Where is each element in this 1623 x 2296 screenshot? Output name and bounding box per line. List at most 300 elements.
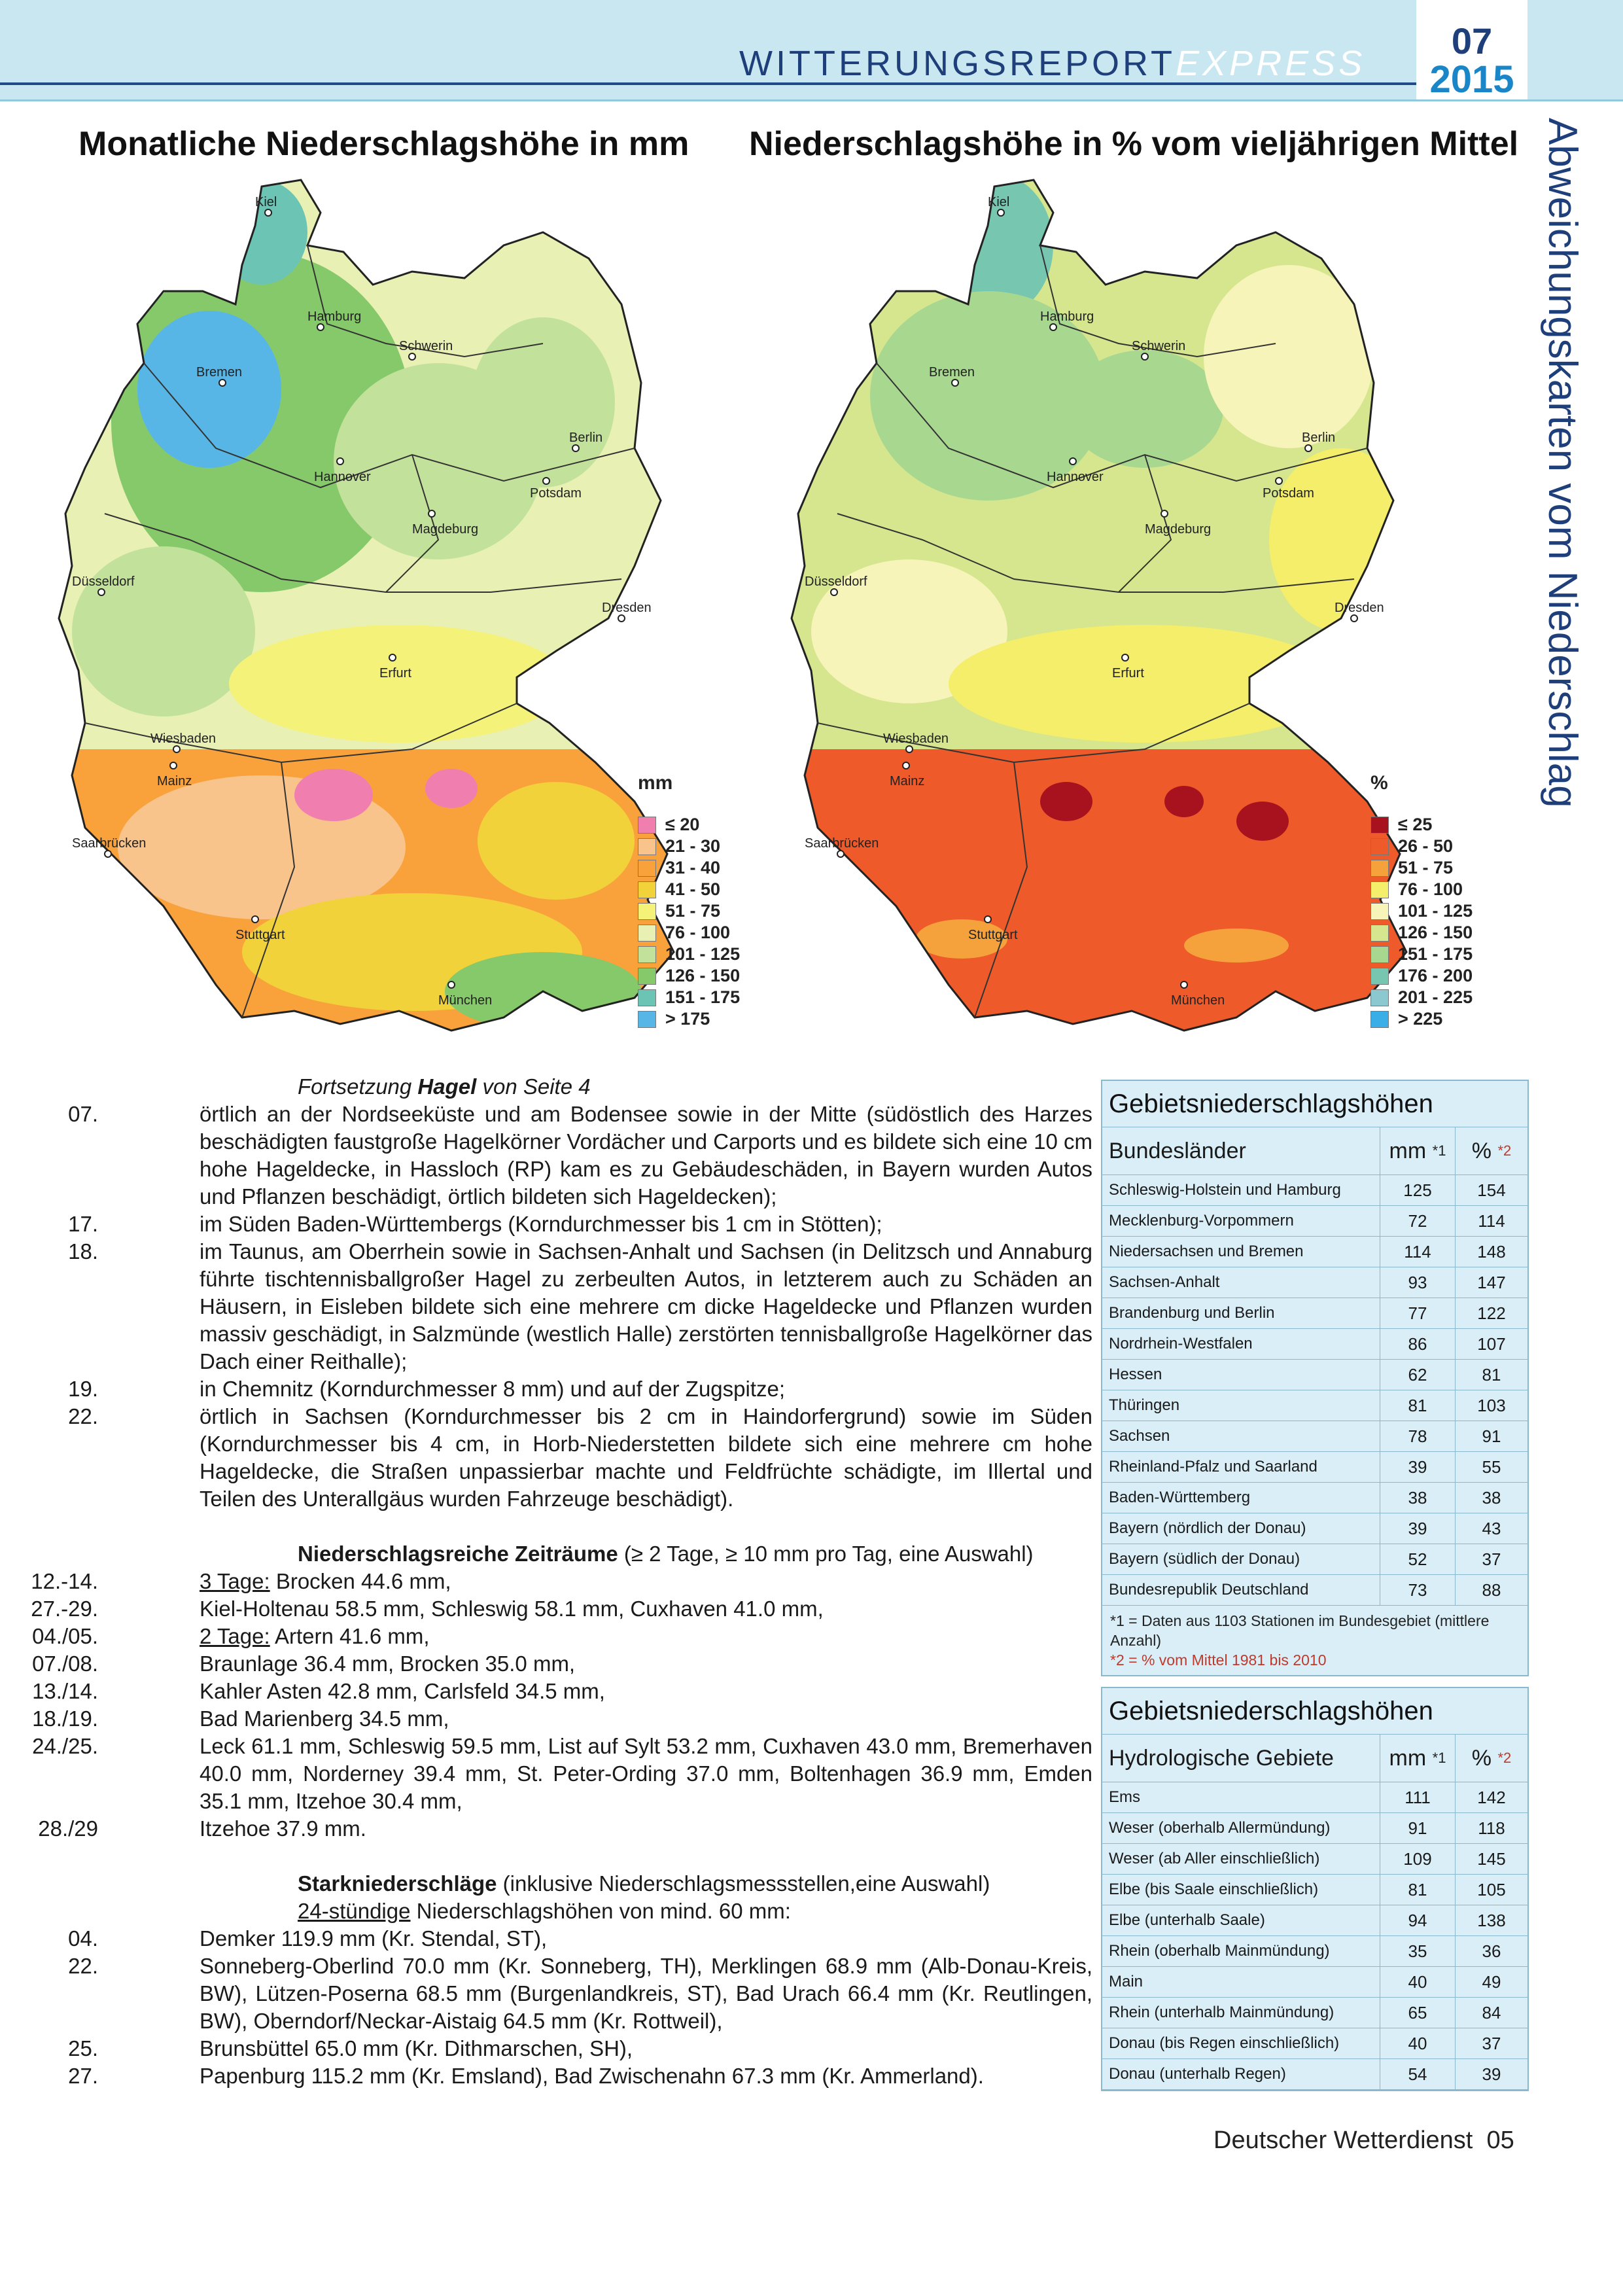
text-entry xyxy=(68,1925,1092,1952)
footnote-1: *1 = Daten aus 1103 Stationen im Bundesgebiet (mittlere Anzahl) xyxy=(1110,1612,1490,1649)
legend-label: 151 - 175 xyxy=(665,987,741,1007)
entry-date: 27.-29. xyxy=(31,1597,98,1621)
legend-label: 51 - 75 xyxy=(1398,858,1454,877)
value-mm: 78 xyxy=(1380,1421,1456,1451)
value-percent: 37 xyxy=(1482,2033,1501,2053)
footnote-2: *2 = % vom Mittel 1981 bis 2010 xyxy=(1110,1651,1327,1669)
page-footer xyxy=(1213,2127,1514,2155)
entry-text xyxy=(200,2062,1092,2090)
value-percent: 38 xyxy=(1482,1487,1501,1508)
value-mm: 40 xyxy=(1380,1967,1456,1997)
legend-entry xyxy=(1370,814,1473,836)
entry-body: Bad Marienberg 34.5 mm, xyxy=(200,1706,449,1731)
value-percent: 138 xyxy=(1477,1910,1506,1930)
legend-swatch xyxy=(1370,903,1389,920)
entry-text xyxy=(200,1733,1092,1815)
legend-swatch xyxy=(638,946,656,963)
precipitation-percent-map xyxy=(778,173,1459,1050)
legend-unit: % xyxy=(1370,772,1388,794)
page-number: 05 xyxy=(1486,2127,1514,2154)
city-label: Potsdam xyxy=(530,486,582,501)
value-mm: 73 xyxy=(1380,1575,1456,1605)
legend-swatch xyxy=(1370,989,1389,1006)
legend-swatch xyxy=(1370,968,1389,985)
table-row xyxy=(1102,1875,1527,1905)
legend-entry xyxy=(1370,857,1473,879)
col-percent: % xyxy=(1471,1745,1492,1771)
value-mm: 111 xyxy=(1380,1782,1456,1812)
legend-entry xyxy=(1370,900,1473,922)
entry-text xyxy=(200,1210,1092,1238)
legend-swatch xyxy=(638,1011,656,1028)
entry-body: Papenburg 115.2 mm (Kr. Emsland), Bad Zwischenahn 67.3 mm (Kr. Ammerland). xyxy=(200,2064,984,2088)
percent-legend xyxy=(1370,772,1473,1030)
entry-body: im Süden Baden-Württembergs (Korndurchmesser bis 1 cm in Stötten); xyxy=(200,1212,882,1236)
col-mm-footnote: *1 xyxy=(1432,1750,1446,1766)
column-header xyxy=(1380,1735,1456,1782)
legend-entry xyxy=(1370,922,1473,944)
value-percent: 122 xyxy=(1477,1303,1506,1323)
text-entry xyxy=(68,1238,1092,1375)
text-entry xyxy=(68,1101,1092,1210)
rainy-heading-bold: Niederschlagsreiche Zeiträume xyxy=(298,1542,618,1566)
col-percent-footnote: *2 xyxy=(1497,1142,1512,1159)
value-mm: 35 xyxy=(1380,1936,1456,1966)
value-mm: 62 xyxy=(1380,1360,1456,1390)
entry-date: 12.-14. xyxy=(31,1569,98,1593)
legend-label: 101 - 125 xyxy=(1398,901,1473,921)
region-name: Baden-Württemberg xyxy=(1102,1483,1380,1513)
value-mm: 114 xyxy=(1380,1237,1456,1267)
heavy-heading xyxy=(98,1870,1092,1898)
city-label: Hamburg xyxy=(307,309,362,324)
col-percent: % xyxy=(1471,1138,1492,1163)
value-percent: 55 xyxy=(1482,1457,1501,1477)
value-percent: 84 xyxy=(1482,2002,1501,2022)
value-percent: 36 xyxy=(1482,1941,1501,1961)
value-percent: 49 xyxy=(1482,1971,1501,1992)
legend-label: 151 - 175 xyxy=(1398,944,1473,964)
entry-body: Demker 119.9 mm (Kr. Stendal, ST), xyxy=(200,1926,548,1951)
city-label: Dresden xyxy=(1335,601,1384,615)
heavy-subheading-underlined: 24-stündige xyxy=(298,1899,411,1923)
report-text xyxy=(31,1073,1092,2090)
table-header xyxy=(1102,1127,1527,1175)
column-header xyxy=(1380,1127,1456,1174)
city-label: Erfurt xyxy=(379,666,411,680)
region-name: Nordrhein-Westfalen xyxy=(1102,1329,1380,1359)
value-percent: 103 xyxy=(1477,1395,1506,1415)
city-label: Bremen xyxy=(929,365,975,380)
legend-label: 126 - 150 xyxy=(665,966,741,985)
table-row xyxy=(1102,1452,1527,1483)
region-name: Bayern (nördlich der Donau) xyxy=(1102,1513,1380,1544)
entry-body: Brunsbüttel 65.0 mm (Kr. Dithmarschen, SH), xyxy=(200,2036,633,2060)
legend-entry xyxy=(1370,944,1473,965)
city-label: Magdeburg xyxy=(412,522,479,537)
table-row xyxy=(1102,1936,1527,1967)
city-label: München xyxy=(1171,993,1225,1008)
entry-text xyxy=(200,1568,1092,1595)
legend-swatch xyxy=(638,903,656,920)
city-label: Stuttgart xyxy=(236,928,285,942)
city-label: Kiel xyxy=(255,195,277,209)
region-name: Hessen xyxy=(1102,1360,1380,1390)
table-row xyxy=(1102,1782,1527,1813)
legend-label: 176 - 200 xyxy=(1398,966,1473,985)
col-mm-footnote: *1 xyxy=(1432,1142,1446,1159)
table-row xyxy=(1102,1206,1527,1237)
city-label: Berlin xyxy=(569,431,603,445)
legend-label: ≤ 25 xyxy=(1398,815,1433,834)
region-name: Rhein (oberhalb Mainmündung) xyxy=(1102,1936,1380,1966)
text-entry xyxy=(32,1705,1092,1733)
value-mm: 72 xyxy=(1380,1206,1456,1236)
legend-entry xyxy=(1370,965,1473,987)
entry-text xyxy=(200,1238,1092,1375)
table-row xyxy=(1102,1813,1527,1844)
table-caption: Gebietsniederschlagshöhen xyxy=(1102,1688,1527,1735)
entry-date: 07./08. xyxy=(32,1651,98,1676)
region-name: Elbe (bis Saale einschließlich) xyxy=(1102,1875,1380,1905)
entry-date: 13./14. xyxy=(32,1679,98,1703)
value-mm: 86 xyxy=(1380,1329,1456,1359)
legend-label: 31 - 40 xyxy=(665,858,721,877)
entry-body: Kiel-Holtenau 58.5 mm, Schleswig 58.1 mm, Cuxhaven 41.0 mm, xyxy=(200,1597,824,1621)
value-percent: 105 xyxy=(1477,1879,1506,1899)
value-mm: 65 xyxy=(1380,1998,1456,2028)
legend-swatch xyxy=(1370,946,1389,963)
value-mm: 109 xyxy=(1380,1844,1456,1874)
legend-entry xyxy=(638,922,740,944)
value-percent: 107 xyxy=(1477,1333,1506,1354)
region-name: Rheinland-Pfalz und Saarland xyxy=(1102,1452,1380,1482)
legend-swatch xyxy=(638,817,656,834)
city-label: Dresden xyxy=(602,601,652,615)
entry-text xyxy=(200,1101,1092,1210)
city-label: Saarbrücken xyxy=(805,836,879,851)
city-label: Bremen xyxy=(196,365,243,380)
table-row xyxy=(1102,1575,1527,1606)
region-name: Main xyxy=(1102,1967,1380,1997)
region-name: Ems xyxy=(1102,1782,1380,1812)
legend-label: > 225 xyxy=(1398,1009,1443,1029)
entry-body: Sonneberg-Oberlind 70.0 mm (Kr. Sonneberg, TH), Merklingen 68.9 mm (Alb-Donau-Kreis, BW), Lützen-Poserna 68.5 mm (Burgenlandkreis, ST), Bad Urach 66.4 mm (Kr. Reutlingen, BW), Oberndorf/Neckar-Aistaig 64.5 mm (Kr. Rottweil), xyxy=(200,1954,1092,2033)
value-percent: 148 xyxy=(1477,1241,1506,1262)
legend-unit: mm xyxy=(638,772,673,794)
legend-entry xyxy=(638,987,740,1008)
left-map-title: Monatliche Niederschlagshöhe in mm xyxy=(79,125,689,163)
entry-date: 22. xyxy=(68,1404,98,1428)
legend-swatch xyxy=(638,989,656,1006)
region-name: Weser (ab Aller einschließlich) xyxy=(1102,1844,1380,1874)
table-row xyxy=(1102,1390,1527,1421)
value-percent: 154 xyxy=(1477,1180,1506,1200)
text-entry xyxy=(68,1952,1092,2035)
entry-body: Artern 41.6 mm, xyxy=(270,1624,430,1648)
city-label: Mainz xyxy=(890,774,925,788)
legend-swatch xyxy=(1370,817,1389,834)
column-header: Hydrologische Gebiete xyxy=(1102,1735,1380,1782)
city-label: Schwerin xyxy=(399,339,453,353)
value-mm: 81 xyxy=(1380,1390,1456,1421)
entry-body: örtlich in Sachsen (Korndurchmesser bis 2 cm in Haindorfergrund) sowie im Süden (Korndurchmesser bis 4 cm, in Horb-Niederstetten bildete sich eine mehrere cm hohe Hageldecke, die Straßen unpassierbar machte und Feldfrüchte schädigte, im Illertal und Teilen des Unterallgäus wurden Fahrzeuge beschädigt). xyxy=(200,1404,1092,1511)
entry-body: im Taunus, am Oberrhein sowie in Sachsen-Anhalt und Sachsen (in Delitzsch und Annaburg führte tischtennisballgroßer Hagel zu zerbeulten Autos, in letzterem auch zu Schäden an Häusern, in Eisleben bildete sich eine mehrere cm dicke Hageldecke und Pflanzen wurden massiv geschädigt, in Salzmünde (westlich Halle) zerstörten tennisballgroße Hagelkörner das Dach einer Reithalle); xyxy=(200,1239,1092,1373)
city-label: Erfurt xyxy=(1112,666,1144,680)
value-mm: 81 xyxy=(1380,1875,1456,1905)
side-title: Abweichungskarten vom Niederschlag xyxy=(1540,118,1585,808)
continuation-prefix: Fortsetzung xyxy=(298,1074,418,1099)
city-label: Hannover xyxy=(314,470,371,484)
rainy-heading-rest: (≥ 2 Tage, ≥ 10 mm pro Tag, eine Auswahl) xyxy=(618,1542,1034,1566)
legend-swatch xyxy=(1370,1011,1389,1028)
legend-entry xyxy=(1370,836,1473,857)
table-row xyxy=(1102,1175,1527,1206)
entry-duration: 2 Tage: xyxy=(200,1624,270,1648)
entry-body: Leck 61.1 mm, Schleswig 59.5 mm, List auf Sylt 53.2 mm, Cuxhaven 43.0 mm, Bremerhaven 40.0 mm, Norderney 39.4 mm, St. Peter-Ording 37.0 mm, Boltenhagen 36.9 mm, Emden 35.1 mm, Itzehoe 30.4 mm, xyxy=(200,1734,1092,1813)
column-header xyxy=(1456,1127,1527,1174)
value-mm: 77 xyxy=(1380,1298,1456,1328)
legend-swatch xyxy=(1370,860,1389,877)
legend-label: 76 - 100 xyxy=(665,923,731,942)
heavy-heading-rest: (inklusive Niederschlagsmessstellen,eine Auswahl) xyxy=(497,1871,990,1896)
entry-text xyxy=(200,1650,1092,1678)
value-mm: 39 xyxy=(1380,1513,1456,1544)
city-label: Düsseldorf xyxy=(805,574,867,589)
region-name: Schleswig-Holstein und Hamburg xyxy=(1102,1175,1380,1205)
report-title xyxy=(739,41,1365,86)
value-percent: 88 xyxy=(1482,1580,1501,1600)
text-entry xyxy=(31,1595,1092,1623)
legend-entry xyxy=(1370,1008,1473,1030)
entry-body: Braunlage 36.4 mm, Brocken 35.0 mm, xyxy=(200,1651,576,1676)
table-row xyxy=(1102,1544,1527,1575)
legend-swatch xyxy=(638,838,656,855)
right-map-title: Niederschlagshöhe in % vom vieljährigen Mittel xyxy=(749,125,1519,163)
entry-body: Brocken 44.6 mm, xyxy=(270,1569,451,1593)
table-notes xyxy=(1102,1606,1527,1675)
region-name: Elbe (unterhalb Saale) xyxy=(1102,1905,1380,1935)
table-header xyxy=(1102,1735,1527,1782)
issue-box xyxy=(1416,0,1527,99)
table-row xyxy=(1102,1513,1527,1544)
legend-entry xyxy=(638,965,740,987)
value-percent: 142 xyxy=(1477,1787,1506,1807)
text-entry xyxy=(38,1815,1092,1843)
text-entry xyxy=(68,2035,1092,2062)
region-name: Brandenburg und Berlin xyxy=(1102,1298,1380,1328)
city-label: Wiesbaden xyxy=(150,732,217,746)
region-name: Weser (oberhalb Allermündung) xyxy=(1102,1813,1380,1843)
entry-text xyxy=(200,1595,1092,1623)
column-header xyxy=(1456,1735,1527,1782)
legend-swatch xyxy=(638,925,656,942)
entry-date: 27. xyxy=(68,2064,98,2088)
legend-entry xyxy=(1370,879,1473,900)
value-percent: 43 xyxy=(1482,1518,1501,1538)
city-label: Wiesbaden xyxy=(883,732,949,746)
region-name: Niedersachsen und Bremen xyxy=(1102,1237,1380,1267)
value-percent: 145 xyxy=(1477,1848,1506,1869)
issue-month: 07 xyxy=(1451,20,1493,62)
report-title-express: EXPRESS xyxy=(1176,44,1366,83)
region-name: Thüringen xyxy=(1102,1390,1380,1421)
legend-entry xyxy=(638,814,740,836)
city-label: Magdeburg xyxy=(1145,522,1212,537)
text-entry xyxy=(31,1568,1092,1595)
city-label: Kiel xyxy=(988,195,1010,209)
legend-entry xyxy=(638,1008,740,1030)
entry-duration: 3 Tage: xyxy=(200,1569,270,1593)
region-name: Rhein (unterhalb Mainmündung) xyxy=(1102,1998,1380,2028)
text-entry xyxy=(68,1403,1092,1513)
mm-legend xyxy=(638,772,740,1030)
col-mm: mm xyxy=(1389,1138,1427,1163)
value-percent: 39 xyxy=(1482,2064,1501,2084)
table-row xyxy=(1102,1237,1527,1267)
region-name: Donau (bis Regen einschließlich) xyxy=(1102,2028,1380,2058)
city-label: Stuttgart xyxy=(968,928,1018,942)
table-row xyxy=(1102,1421,1527,1452)
value-percent: 118 xyxy=(1478,1818,1505,1838)
entry-date: 28./29 xyxy=(38,1816,98,1841)
entry-body: Itzehoe 37.9 mm. xyxy=(200,1816,366,1841)
city-label: München xyxy=(438,993,493,1008)
table-row xyxy=(1102,1905,1527,1936)
rivers-precipitation-table xyxy=(1101,1687,1529,2091)
entry-text xyxy=(200,2035,1092,2062)
legend-swatch xyxy=(1370,925,1389,942)
table-row xyxy=(1102,1998,1527,2028)
heavy-subheading xyxy=(98,1898,1092,1925)
table-row xyxy=(1102,1360,1527,1390)
text-entry xyxy=(32,1678,1092,1705)
column-header: Bundesländer xyxy=(1102,1127,1380,1174)
region-name: Bundesrepublik Deutschland xyxy=(1102,1575,1380,1605)
value-mm: 125 xyxy=(1380,1175,1456,1205)
table-row xyxy=(1102,2028,1527,2059)
text-entry xyxy=(68,1210,1092,1238)
entry-date: 18. xyxy=(68,1239,98,1263)
city-label: Hannover xyxy=(1047,470,1104,484)
legend-label: ≤ 20 xyxy=(665,815,700,834)
legend-label: 101 - 125 xyxy=(665,944,741,964)
city-label: Düsseldorf xyxy=(72,574,135,589)
legend-label: 26 - 50 xyxy=(1398,836,1454,856)
value-mm: 91 xyxy=(1380,1813,1456,1843)
value-mm: 39 xyxy=(1380,1452,1456,1482)
legend-swatch xyxy=(1370,838,1389,855)
table-row xyxy=(1102,1844,1527,1875)
entry-date: 24./25. xyxy=(32,1734,98,1758)
entry-text xyxy=(200,1678,1092,1705)
region-name: Mecklenburg-Vorpommern xyxy=(1102,1206,1380,1236)
value-mm: 54 xyxy=(1380,2059,1456,2089)
region-name: Sachsen xyxy=(1102,1421,1380,1451)
value-mm: 40 xyxy=(1380,2028,1456,2058)
table-row xyxy=(1102,1267,1527,1298)
value-percent: 114 xyxy=(1478,1210,1505,1231)
continuation-suffix: von Seite 4 xyxy=(476,1074,591,1099)
legend-label: 41 - 50 xyxy=(665,879,721,899)
issue-year: 2015 xyxy=(1429,58,1514,101)
table-row xyxy=(1102,2059,1527,2090)
entry-body: Kahler Asten 42.8 mm, Carlsfeld 34.5 mm, xyxy=(200,1679,605,1703)
value-percent: 147 xyxy=(1477,1272,1506,1292)
value-percent: 37 xyxy=(1482,1549,1501,1569)
city-label: Berlin xyxy=(1302,431,1336,445)
text-entry xyxy=(68,1375,1092,1403)
text-entry xyxy=(32,1733,1092,1815)
value-mm: 52 xyxy=(1380,1544,1456,1574)
legend-label: > 175 xyxy=(665,1009,710,1029)
city-label: Schwerin xyxy=(1132,339,1186,353)
value-percent: 91 xyxy=(1482,1426,1501,1446)
entry-text xyxy=(200,1403,1092,1513)
entry-date: 22. xyxy=(68,1954,98,1978)
table-row xyxy=(1102,1329,1527,1360)
legend-swatch xyxy=(638,968,656,985)
entry-date: 07. xyxy=(68,1102,98,1126)
legend-label: 21 - 30 xyxy=(665,836,721,856)
heavy-subheading-rest: Niederschlagshöhen von mind. 60 mm: xyxy=(410,1899,791,1923)
entry-text xyxy=(200,1925,1092,1952)
precipitation-mm-map xyxy=(46,173,726,1050)
legend-swatch xyxy=(638,860,656,877)
col-mm: mm xyxy=(1389,1745,1427,1771)
table-row xyxy=(1102,1967,1527,1998)
region-name: Sachsen-Anhalt xyxy=(1102,1267,1380,1298)
value-percent: 81 xyxy=(1482,1364,1501,1385)
text-entry xyxy=(32,1650,1092,1678)
region-name: Donau (unterhalb Regen) xyxy=(1102,2059,1380,2089)
entry-date: 17. xyxy=(68,1212,98,1236)
city-label: Saarbrücken xyxy=(72,836,147,851)
entry-text xyxy=(200,1623,1092,1650)
value-mm: 93 xyxy=(1380,1267,1456,1298)
entry-date: 25. xyxy=(68,2036,98,2060)
legend-entry xyxy=(638,900,740,922)
legend-swatch xyxy=(1370,881,1389,898)
entry-date: 19. xyxy=(68,1377,98,1401)
legend-swatch xyxy=(638,881,656,898)
rainy-heading xyxy=(98,1540,1092,1568)
value-mm: 94 xyxy=(1380,1905,1456,1935)
legend-label: 51 - 75 xyxy=(665,901,721,921)
entry-date: 18./19. xyxy=(32,1706,98,1731)
table-caption: Gebietsniederschlagshöhen xyxy=(1102,1081,1527,1127)
table-row xyxy=(1102,1298,1527,1329)
region-name: Bayern (südlich der Donau) xyxy=(1102,1544,1380,1574)
entry-text xyxy=(200,1952,1092,2035)
report-title-main: WITTERUNGSREPORT xyxy=(739,44,1176,83)
entry-body: örtlich an der Nordseeküste und am Bodensee sowie in der Mitte (südöstlich des Harzes beschädigten faustgroße Hagelkörner Vordächer und Carports und es bildete sich eine 10 cm hohe Hageldecke, in Hassloch (RP) kam es zu Gebäudeschäden, in Bayern wurden Autos und Pflanzen beschädigt, örtlich bildeten sich Hageldecken); xyxy=(200,1102,1092,1209)
heavy-heading-bold: Starkniederschläge xyxy=(298,1871,497,1896)
city-label: Potsdam xyxy=(1263,486,1314,501)
states-precipitation-table xyxy=(1101,1080,1529,1676)
publisher: Deutscher Wetterdienst xyxy=(1213,2127,1473,2154)
text-entry xyxy=(32,1623,1092,1650)
legend-entry xyxy=(638,944,740,965)
legend-label: 126 - 150 xyxy=(1398,923,1473,942)
legend-entry xyxy=(1370,987,1473,1008)
city-label: Hamburg xyxy=(1040,309,1094,324)
legend-entry xyxy=(638,857,740,879)
legend-entry xyxy=(638,836,740,857)
entry-date: 04./05. xyxy=(32,1624,98,1648)
entry-body: in Chemnitz (Korndurchmesser 8 mm) und auf der Zugspitze; xyxy=(200,1377,786,1401)
legend-label: 201 - 225 xyxy=(1398,987,1473,1007)
